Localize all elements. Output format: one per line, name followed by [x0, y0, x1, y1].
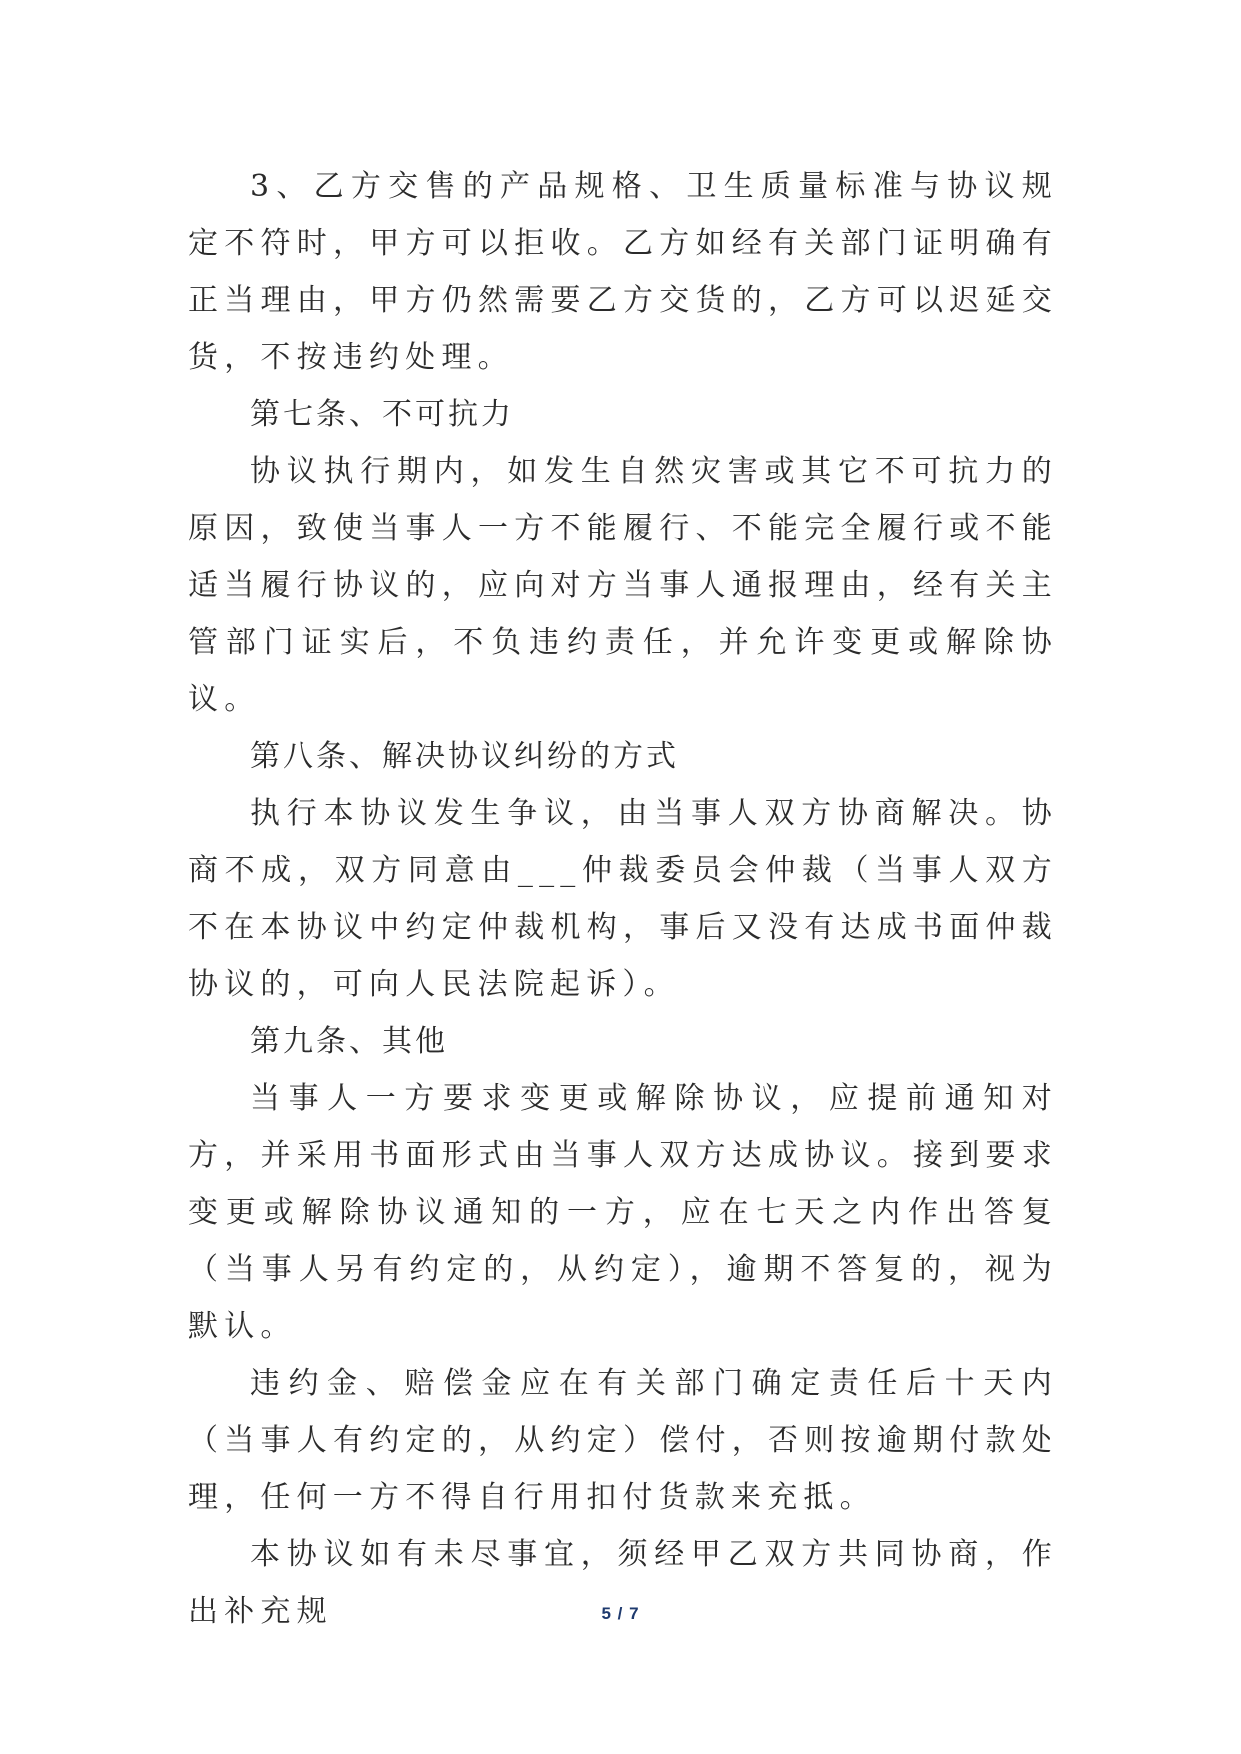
paragraph-supplement: 本协议如有未尽事宜，须经甲乙双方共同协商，作出补充规	[188, 1537, 1058, 1629]
paragraph-modification: 当事人一方要求变更或解除协议，应提前通知对方，并采用书面形式由当事人双方达成协议。接到要求变更或解除协议通知的一方，应在七天之内作出答复（当事人另有约定的，从约定），逾期不答复的，视为默认。	[188, 1081, 1058, 1344]
heading-article-9: 第九条、其他	[250, 1024, 448, 1059]
paragraph-dispute-resolution: 执行本协议发生争议，由当事人双方协商解决。协商不成，双方同意由___仲裁委员会仲裁（当事人双方不在本协议中约定仲裁机构，事后又没有达成书面仲裁协议的，可向人民法院起诉）。	[188, 796, 1058, 1002]
heading-article-7: 第七条、不可抗力	[250, 397, 514, 432]
heading-article-8: 第八条、解决协议纠纷的方式	[250, 739, 679, 774]
page-number: 5 / 7	[601, 1604, 640, 1623]
paragraph-clause-3: 3、乙方交售的产品规格、卫生质量标准与协议规定不符时，甲方可以拒收。乙方如经有关部门证明确有正当理由，甲方仍然需要乙方交货的，乙方可以迟延交货，不按违约处理。	[188, 169, 1058, 375]
paragraph-penalty: 违约金、赔偿金应在有关部门确定责任后十天内（当事人有约定的，从约定）偿付，否则按逾期付款处理，任何一方不得自行用扣付货款来充抵。	[188, 1366, 1058, 1515]
paragraph-force-majeure: 协议执行期内，如发生自然灾害或其它不可抗力的原因，致使当事人一方不能履行、不能完全履行或不能适当履行协议的，应向对方当事人通报理由，经有关主管部门证实后，不负违约责任，并允许变更或解除协议。	[188, 454, 1058, 717]
document-body	[188, 158, 1058, 1640]
